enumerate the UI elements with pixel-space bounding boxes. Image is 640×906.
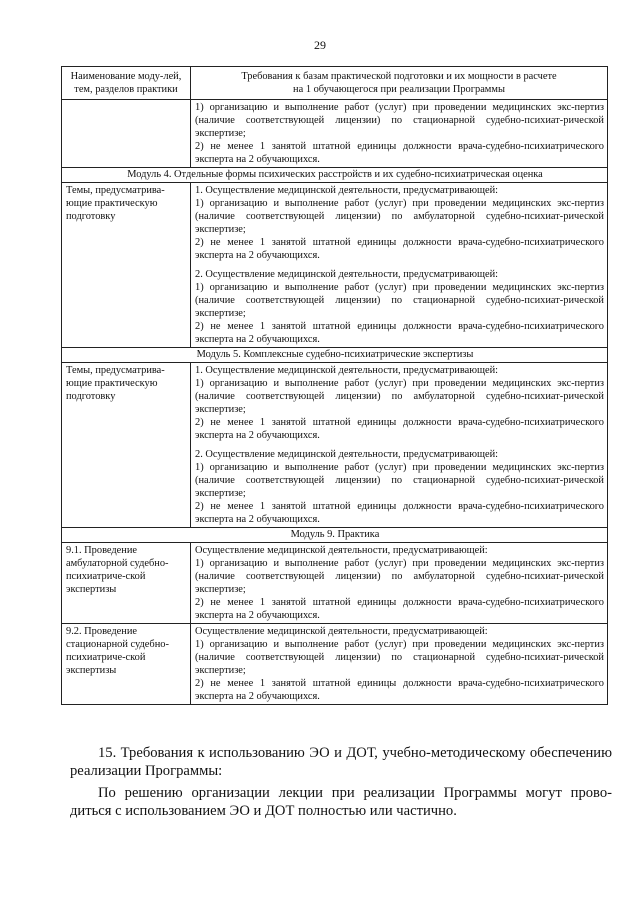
header-requirements [191,67,608,100]
requirements-cell [191,363,608,528]
topic-cell: Темы, предусматрива-ющие практическую подготовку [62,363,191,528]
requirement-heading: 2. Осуществление медицинской деятельности, предусматривающей: [195,449,499,460]
requirement-heading: 1. Осуществление медицинской деятельности, предусматривающей: [195,185,499,196]
requirement-line: 1) организацию и выполнение работ (услуг) при проведении медицинских экс-пертиз (наличие соответствующей лицензии) по стационарной судебно-психиат-рической экспертизе; [195,282,604,319]
header-requirements-line1: Требования к базам практической подготовки и их мощности в расчете [241,71,557,82]
table-row [62,543,608,624]
requirements-cell [191,624,608,705]
module-row [62,168,608,183]
header-requirements-line2: на 1 обучающегося при реализации Программы [293,84,505,95]
module-5-title: Модуль 5. Комплексные судебно-психиатрические экспертизы [62,348,608,363]
topic-cell: 9.1. Проведение амбулаторной судебно-психиатриче-ской экспертизы [62,543,191,624]
requirements-cell [191,100,608,168]
requirement-line: 1) организацию и выполнение работ (услуг) при проведении медицинских экс-пертиз (наличие соответствующей лицензии) по стационарной судебно-психиат-рической экспертизе; [195,639,604,676]
section-body-text: По решению организации лекции при реализации Программы могут прово-диться с использованием ЭО и ДОТ полностью или частично. [70,785,612,819]
requirements-cell [191,183,608,348]
topic-cell [62,100,191,168]
requirement-line: 2) не менее 1 занятой штатной единицы должности врача-судебно-психиатрического эксперта на 2 обучающихся. [195,321,604,345]
table-header-row [62,67,608,100]
module-9-title: Модуль 9. Практика [62,528,608,543]
module-row [62,528,608,543]
table-row [62,363,608,528]
requirement-line: 1) организацию и выполнение работ (услуг) при проведении медицинских экс-пертиз (наличие соответствующей лицензии) по амбулаторной судебно-психиат-рической экспертизе; [195,558,604,595]
table-row [62,100,608,168]
header-modules: Наименование моду-лей, тем, разделов практики [62,67,191,100]
requirement-heading: Осуществление медицинской деятельности, предусматривающей: [195,626,488,637]
page-number: 29 [314,38,326,52]
requirement-line: 2) не менее 1 занятой штатной единицы должности врача-судебно-психиатрического эксперта на 2 обучающихся. [195,417,604,441]
requirements-table [61,66,608,705]
requirement-line: 2) не менее 1 занятой штатной единицы должности врача-судебно-психиатрического эксперта на 2 обучающихся. [195,237,604,261]
table-row [62,183,608,348]
requirement-line: 1) организацию и выполнение работ (услуг) при проведении медицинских экс-пертиз (наличие соответствующей лицензии) по амбулаторной судебно-психиат-рической экспертизе; [195,378,604,415]
requirement-line: 2) не менее 1 занятой штатной единицы должности врача-судебно-психиатрического эксперта на 2 обучающихся. [195,678,604,702]
requirement-line: 1) организацию и выполнение работ (услуг) при проведении медицинских экс-пертиз (наличие соответствующей лицензии) по стационарной судебно-психиат-рической экспертизе; [195,462,604,499]
requirement-heading: Осуществление медицинской деятельности, предусматривающей: [195,545,488,556]
requirement-line: 2) не менее 1 занятой штатной единицы должности врача-судебно-психиатрического эксперта на 2 обучающихся. [195,501,604,525]
requirement-heading: 2. Осуществление медицинской деятельности, предусматривающей: [195,269,499,280]
requirements-cell [191,543,608,624]
requirement-line: 2) не менее 1 занятой штатной единицы должности врача-судебно-психиатрического эксперта на 2 обучающихся. [195,597,604,621]
requirement-heading: 1. Осуществление медицинской деятельности, предусматривающей: [195,365,499,376]
section-15-heading [70,744,612,780]
module-row [62,348,608,363]
topic-cell: Темы, предусматрива-ющие практическую подготовку [62,183,191,348]
section-15-body [70,784,612,820]
requirement-line: 1) организацию и выполнение работ (услуг) при проведении медицинских экс-пертиз (наличие соответствующей лицензии) по стационарной судебно-психиат-рической экспертизе; [195,102,604,139]
table-row [62,624,608,705]
section-heading-text: 15. Требования к использованию ЭО и ДОТ, учебно-методическому обеспечению реализации Программы: [70,745,612,779]
topic-cell: 9.2. Проведение стационарной судебно-психиатриче-ской экспертизы [62,624,191,705]
requirement-line: 1) организацию и выполнение работ (услуг) при проведении медицинских экс-пертиз (наличие соответствующей лицензии) по амбулаторной судебно-психиат-рической экспертизе; [195,198,604,235]
requirement-line: 2) не менее 1 занятой штатной единицы должности врача-судебно-психиатрического эксперта на 2 обучающихся. [195,141,604,165]
module-4-title: Модуль 4. Отдельные формы психических расстройств и их судебно-психиатрическая оценка [62,168,608,183]
